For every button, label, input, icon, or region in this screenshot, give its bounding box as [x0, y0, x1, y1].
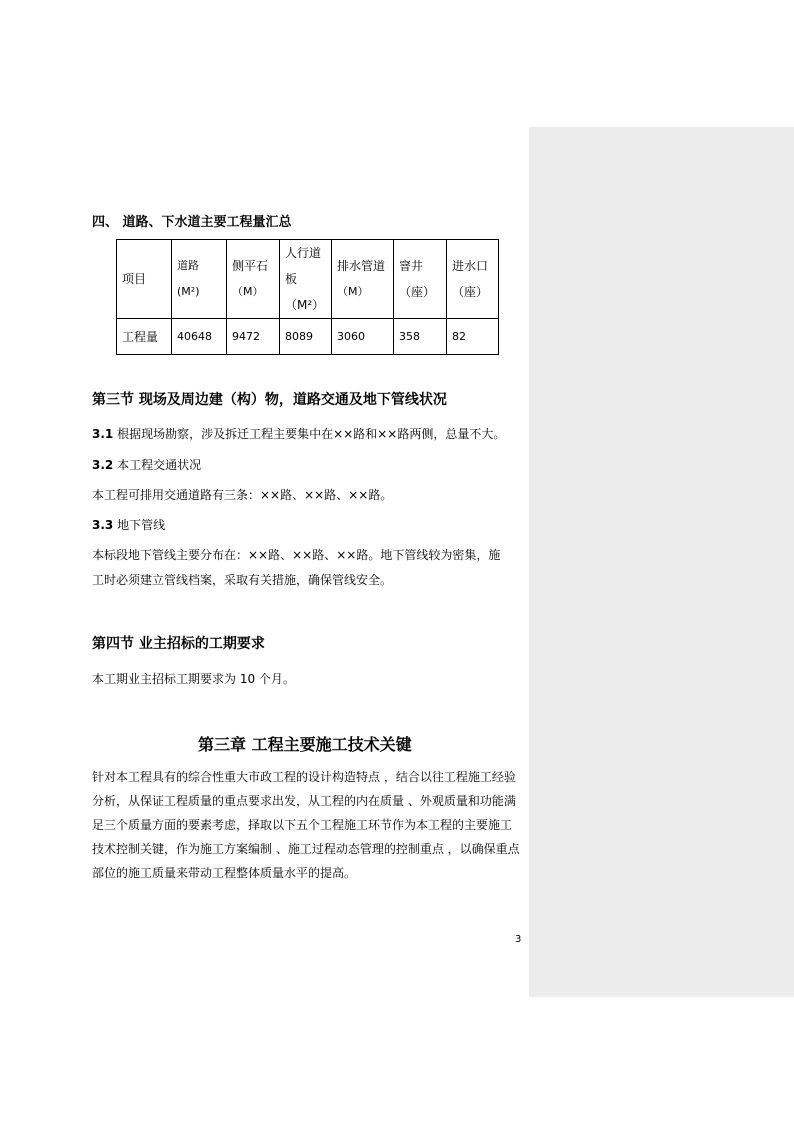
table-header-cell: 道路(M²) — [172, 240, 227, 319]
table-cell: 82 — [447, 319, 499, 355]
quantity-table — [116, 239, 499, 355]
table-header-cell: 进水口 （座） — [447, 240, 499, 319]
table-header-cell: 项目 — [117, 240, 172, 319]
subsection-number: 3.3 — [92, 518, 114, 532]
paragraph-text: 本工期业主招标工期要求为 10 个月。 — [92, 672, 295, 686]
subheading-3-2 — [92, 456, 201, 473]
paragraph-line: 技术控制关键，作为施工方案编制 、施工过程动态管理的控制重点 ，以确保重点 — [92, 842, 520, 856]
table-cell: 40648 — [172, 319, 227, 355]
table-cell: 工程量 — [117, 319, 172, 355]
subsection-number: 3.2 — [92, 458, 114, 472]
table-header-cell: 排水管道 （M） — [332, 240, 394, 319]
paragraph-line: 足三个质量方面的要素考虑，择取以下五个工程施工环节作为本工程的主要施工 — [92, 818, 513, 832]
paragraph-line: 工时必须建立管线档案，采取有关措施，确保管线安全。 — [92, 573, 393, 587]
subheading-3-3 — [92, 516, 165, 533]
table-cell: 8089 — [280, 319, 332, 355]
paragraph-line: 分析，从保证工程质量的重点要求出发，从工程的内在质量 、外观质量和功能满 — [92, 794, 516, 808]
table-cell: 9472 — [227, 319, 280, 355]
table-header-cell: 侧平石 （M） — [227, 240, 280, 319]
paragraph-text: 本工程可排用交通道路有三条：××路、××路、××路。 — [92, 488, 393, 502]
table-header-cell: 人行道 板（M²） — [280, 240, 332, 319]
table-row — [117, 319, 499, 355]
paragraph-line: 本标段地下管线主要分布在：××路、××路、××路。地下管线较为密集，施 — [92, 548, 501, 562]
chapter-heading: 第三章 工程主要施工技术关键 — [198, 735, 412, 754]
subsection-title: 地下管线 — [117, 518, 166, 532]
paragraph-line: 针对本工程具有的综合性重大市政工程的设计构造特点 ，结合以往工程施工经验 — [92, 770, 516, 784]
section-heading: 四、 道路、下水道主要工程量汇总 — [92, 215, 292, 230]
paragraph-line: 部位的施工质量来带动工程整体质量水平的提高。 — [92, 866, 357, 880]
paragraph-3-1 — [92, 425, 505, 442]
paragraph-text: 根据现场勘察，涉及拆迁工程主要集中在××路和××路两侧，总量不大。 — [117, 427, 506, 441]
table-cell: 3060 — [332, 319, 394, 355]
node-heading: 第三节 现场及周边建（构）物，道路交通及地下管线状况 — [92, 392, 447, 408]
table-cell: 358 — [394, 319, 447, 355]
subsection-number: 3.1 — [92, 427, 114, 441]
comment-margin-pane — [529, 127, 794, 997]
node-heading: 第四节 业主招标的工期要求 — [92, 636, 265, 652]
table-header-row — [117, 240, 499, 319]
page-number: 3 — [515, 934, 522, 945]
table-header-cell: 窨井 （座） — [394, 240, 447, 319]
subsection-title: 本工程交通状况 — [117, 458, 202, 472]
